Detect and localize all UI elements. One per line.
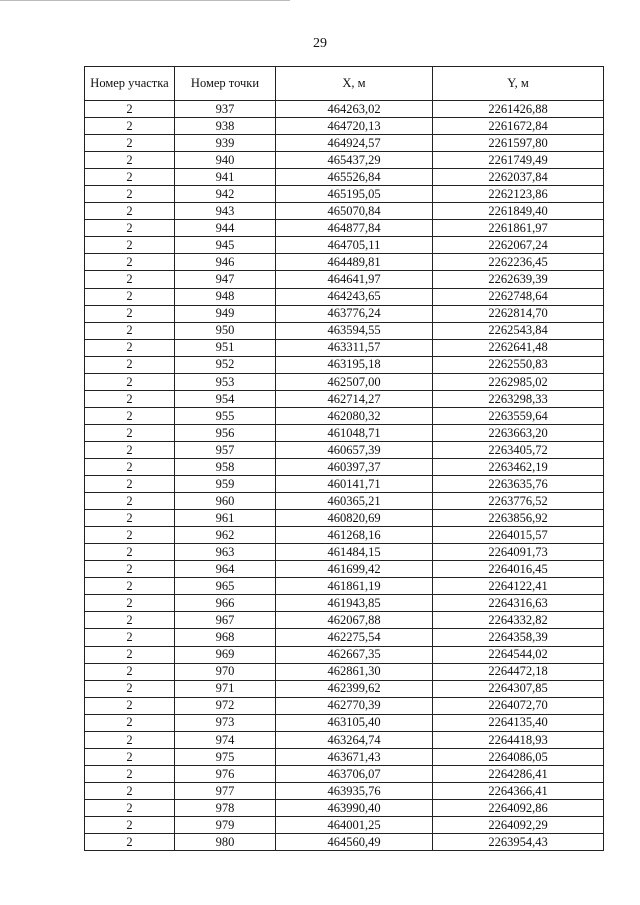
- cell-point-number: 941: [175, 169, 276, 186]
- table-row: [85, 561, 604, 578]
- cell-point-number: 974: [175, 731, 276, 748]
- cell-point-number: 966: [175, 595, 276, 612]
- cell-y-coordinate: 2262550,83: [433, 356, 604, 373]
- cell-y-coordinate: 2263776,52: [433, 493, 604, 510]
- cell-point-number: 944: [175, 220, 276, 237]
- table-row: [85, 646, 604, 663]
- table-row: [85, 186, 604, 203]
- cell-point-number: 969: [175, 646, 276, 663]
- cell-point-number: 940: [175, 152, 276, 169]
- cell-plot-number: 2: [85, 680, 175, 697]
- table-row: [85, 118, 604, 135]
- cell-y-coordinate: 2262814,70: [433, 305, 604, 322]
- table-row: [85, 663, 604, 680]
- cell-plot-number: 2: [85, 646, 175, 663]
- cell-point-number: 955: [175, 407, 276, 424]
- cell-x-coordinate: 461699,42: [276, 561, 433, 578]
- cell-y-coordinate: 2264016,45: [433, 561, 604, 578]
- cell-plot-number: 2: [85, 220, 175, 237]
- table-row: [85, 203, 604, 220]
- cell-point-number: 975: [175, 748, 276, 765]
- cell-x-coordinate: 460397,37: [276, 458, 433, 475]
- cell-x-coordinate: 464705,11: [276, 237, 433, 254]
- cell-y-coordinate: 2264086,05: [433, 748, 604, 765]
- cell-plot-number: 2: [85, 101, 175, 118]
- cell-y-coordinate: 2262236,45: [433, 254, 604, 271]
- cell-x-coordinate: 462861,30: [276, 663, 433, 680]
- table-row: [85, 493, 604, 510]
- cell-x-coordinate: 464924,57: [276, 135, 433, 152]
- cell-y-coordinate: 2261672,84: [433, 118, 604, 135]
- cell-y-coordinate: 2263663,20: [433, 424, 604, 441]
- cell-y-coordinate: 2264316,63: [433, 595, 604, 612]
- cell-y-coordinate: 2261849,40: [433, 203, 604, 220]
- table-row: [85, 407, 604, 424]
- cell-x-coordinate: 461484,15: [276, 544, 433, 561]
- cell-y-coordinate: 2262748,64: [433, 288, 604, 305]
- cell-x-coordinate: 460365,21: [276, 493, 433, 510]
- cell-plot-number: 2: [85, 271, 175, 288]
- table-row: [85, 169, 604, 186]
- table-row: [85, 305, 604, 322]
- cell-y-coordinate: 2264072,70: [433, 697, 604, 714]
- table-row: [85, 629, 604, 646]
- cell-point-number: 960: [175, 493, 276, 510]
- cell-y-coordinate: 2264332,82: [433, 612, 604, 629]
- cell-point-number: 976: [175, 765, 276, 782]
- table-row: [85, 373, 604, 390]
- cell-x-coordinate: 462714,27: [276, 390, 433, 407]
- cell-point-number: 972: [175, 697, 276, 714]
- cell-plot-number: 2: [85, 186, 175, 203]
- table-row: [85, 101, 604, 118]
- cell-plot-number: 2: [85, 834, 175, 851]
- cell-point-number: 946: [175, 254, 276, 271]
- table-row: [85, 254, 604, 271]
- table-row: [85, 578, 604, 595]
- cell-point-number: 963: [175, 544, 276, 561]
- cell-point-number: 943: [175, 203, 276, 220]
- cell-plot-number: 2: [85, 510, 175, 527]
- cell-point-number: 959: [175, 476, 276, 493]
- cell-plot-number: 2: [85, 595, 175, 612]
- cell-point-number: 977: [175, 782, 276, 799]
- cell-point-number: 968: [175, 629, 276, 646]
- cell-y-coordinate: 2262123,86: [433, 186, 604, 203]
- table-row: [85, 834, 604, 851]
- cell-y-coordinate: 2264358,39: [433, 629, 604, 646]
- cell-x-coordinate: 462080,32: [276, 407, 433, 424]
- cell-plot-number: 2: [85, 373, 175, 390]
- cell-y-coordinate: 2263462,19: [433, 458, 604, 475]
- cell-plot-number: 2: [85, 390, 175, 407]
- cell-point-number: 979: [175, 816, 276, 833]
- table-row: [85, 339, 604, 356]
- cell-y-coordinate: 2261861,97: [433, 220, 604, 237]
- table-row: [85, 697, 604, 714]
- cell-plot-number: 2: [85, 731, 175, 748]
- cell-point-number: 945: [175, 237, 276, 254]
- cell-y-coordinate: 2264366,41: [433, 782, 604, 799]
- cell-plot-number: 2: [85, 322, 175, 339]
- table-row: [85, 510, 604, 527]
- cell-plot-number: 2: [85, 152, 175, 169]
- cell-x-coordinate: 462507,00: [276, 373, 433, 390]
- cell-plot-number: 2: [85, 424, 175, 441]
- cell-y-coordinate: 2264122,41: [433, 578, 604, 595]
- cell-point-number: 958: [175, 458, 276, 475]
- cell-plot-number: 2: [85, 305, 175, 322]
- cell-x-coordinate: 460657,39: [276, 441, 433, 458]
- cell-plot-number: 2: [85, 782, 175, 799]
- cell-x-coordinate: 463706,07: [276, 765, 433, 782]
- table-row: [85, 816, 604, 833]
- table-row: [85, 527, 604, 544]
- cell-point-number: 953: [175, 373, 276, 390]
- table-row: [85, 476, 604, 493]
- cell-plot-number: 2: [85, 441, 175, 458]
- cell-plot-number: 2: [85, 254, 175, 271]
- cell-x-coordinate: 463195,18: [276, 356, 433, 373]
- cell-x-coordinate: 465070,84: [276, 203, 433, 220]
- cell-y-coordinate: 2264472,18: [433, 663, 604, 680]
- cell-y-coordinate: 2264091,73: [433, 544, 604, 561]
- cell-x-coordinate: 462067,88: [276, 612, 433, 629]
- cell-plot-number: 2: [85, 663, 175, 680]
- table-row: [85, 220, 604, 237]
- cell-point-number: 942: [175, 186, 276, 203]
- cell-plot-number: 2: [85, 339, 175, 356]
- cell-y-coordinate: 2261597,80: [433, 135, 604, 152]
- cell-y-coordinate: 2263559,64: [433, 407, 604, 424]
- cell-y-coordinate: 2262037,84: [433, 169, 604, 186]
- table-row: [85, 237, 604, 254]
- cell-x-coordinate: 460820,69: [276, 510, 433, 527]
- cell-point-number: 948: [175, 288, 276, 305]
- table-row: [85, 271, 604, 288]
- cell-point-number: 938: [175, 118, 276, 135]
- table-row: [85, 782, 604, 799]
- cell-y-coordinate: 2261749,49: [433, 152, 604, 169]
- table-row: [85, 135, 604, 152]
- cell-plot-number: 2: [85, 476, 175, 493]
- cell-x-coordinate: 464263,02: [276, 101, 433, 118]
- cell-x-coordinate: 464489,81: [276, 254, 433, 271]
- cell-plot-number: 2: [85, 169, 175, 186]
- cell-point-number: 947: [175, 271, 276, 288]
- cell-x-coordinate: 463990,40: [276, 799, 433, 816]
- cell-x-coordinate: 463105,40: [276, 714, 433, 731]
- cell-y-coordinate: 2264418,93: [433, 731, 604, 748]
- cell-x-coordinate: 463671,43: [276, 748, 433, 765]
- cell-point-number: 949: [175, 305, 276, 322]
- cell-y-coordinate: 2263954,43: [433, 834, 604, 851]
- cell-plot-number: 2: [85, 629, 175, 646]
- cell-x-coordinate: 465437,29: [276, 152, 433, 169]
- cell-plot-number: 2: [85, 527, 175, 544]
- cell-point-number: 970: [175, 663, 276, 680]
- cell-plot-number: 2: [85, 765, 175, 782]
- cell-x-coordinate: 463935,76: [276, 782, 433, 799]
- cell-point-number: 973: [175, 714, 276, 731]
- table-row: [85, 544, 604, 561]
- cell-y-coordinate: 2263405,72: [433, 441, 604, 458]
- cell-x-coordinate: 461861,19: [276, 578, 433, 595]
- cell-y-coordinate: 2264135,40: [433, 714, 604, 731]
- cell-x-coordinate: 464243,65: [276, 288, 433, 305]
- cell-x-coordinate: 463264,74: [276, 731, 433, 748]
- cell-y-coordinate: 2264286,41: [433, 765, 604, 782]
- cell-y-coordinate: 2262067,24: [433, 237, 604, 254]
- cell-plot-number: 2: [85, 561, 175, 578]
- cell-point-number: 965: [175, 578, 276, 595]
- cell-y-coordinate: 2263298,33: [433, 390, 604, 407]
- cell-point-number: 954: [175, 390, 276, 407]
- table-row: [85, 748, 604, 765]
- header-x-coordinate: X, м: [276, 67, 433, 101]
- table-row: [85, 680, 604, 697]
- cell-plot-number: 2: [85, 118, 175, 135]
- cell-x-coordinate: 463776,24: [276, 305, 433, 322]
- table-body: [85, 101, 604, 851]
- cell-x-coordinate: 462770,39: [276, 697, 433, 714]
- table-row: [85, 356, 604, 373]
- page-number: 29: [313, 36, 327, 51]
- cell-y-coordinate: 2262543,84: [433, 322, 604, 339]
- cell-plot-number: 2: [85, 288, 175, 305]
- cell-point-number: 971: [175, 680, 276, 697]
- table-row: [85, 322, 604, 339]
- cell-point-number: 967: [175, 612, 276, 629]
- cell-y-coordinate: 2262641,48: [433, 339, 604, 356]
- table-row: [85, 441, 604, 458]
- header-point-number: Номер точки: [175, 67, 276, 101]
- cell-y-coordinate: 2264092,86: [433, 799, 604, 816]
- table-row: [85, 765, 604, 782]
- cell-x-coordinate: 464641,97: [276, 271, 433, 288]
- cell-x-coordinate: 462399,62: [276, 680, 433, 697]
- cell-point-number: 937: [175, 101, 276, 118]
- cell-point-number: 962: [175, 527, 276, 544]
- cell-x-coordinate: 460141,71: [276, 476, 433, 493]
- cell-point-number: 964: [175, 561, 276, 578]
- cell-y-coordinate: 2261426,88: [433, 101, 604, 118]
- cell-x-coordinate: 462667,35: [276, 646, 433, 663]
- cell-x-coordinate: 461048,71: [276, 424, 433, 441]
- table-row: [85, 595, 604, 612]
- cell-x-coordinate: 465195,05: [276, 186, 433, 203]
- table-row: [85, 799, 604, 816]
- table-header-row: [85, 67, 604, 101]
- cell-y-coordinate: 2264307,85: [433, 680, 604, 697]
- cell-y-coordinate: 2262985,02: [433, 373, 604, 390]
- cell-point-number: 980: [175, 834, 276, 851]
- table-row: [85, 288, 604, 305]
- header-y-coordinate: Y, м: [433, 67, 604, 101]
- cell-plot-number: 2: [85, 714, 175, 731]
- cell-x-coordinate: 464720,13: [276, 118, 433, 135]
- cell-y-coordinate: 2262639,39: [433, 271, 604, 288]
- table-row: [85, 612, 604, 629]
- cell-x-coordinate: 463594,55: [276, 322, 433, 339]
- cell-plot-number: 2: [85, 135, 175, 152]
- cell-point-number: 957: [175, 441, 276, 458]
- cell-plot-number: 2: [85, 237, 175, 254]
- cell-plot-number: 2: [85, 578, 175, 595]
- cell-plot-number: 2: [85, 748, 175, 765]
- cell-y-coordinate: 2263635,76: [433, 476, 604, 493]
- cell-plot-number: 2: [85, 356, 175, 373]
- cell-x-coordinate: 461943,85: [276, 595, 433, 612]
- header-plot-number: Номер участка: [85, 67, 175, 101]
- cell-x-coordinate: 463311,57: [276, 339, 433, 356]
- cell-plot-number: 2: [85, 612, 175, 629]
- cell-x-coordinate: 465526,84: [276, 169, 433, 186]
- cell-y-coordinate: 2264544,02: [433, 646, 604, 663]
- cell-point-number: 951: [175, 339, 276, 356]
- cell-plot-number: 2: [85, 697, 175, 714]
- cell-plot-number: 2: [85, 458, 175, 475]
- cell-plot-number: 2: [85, 816, 175, 833]
- cell-plot-number: 2: [85, 544, 175, 561]
- cell-point-number: 952: [175, 356, 276, 373]
- cell-plot-number: 2: [85, 493, 175, 510]
- cell-x-coordinate: 461268,16: [276, 527, 433, 544]
- table-row: [85, 458, 604, 475]
- top-rule: [0, 0, 290, 1]
- table-row: [85, 714, 604, 731]
- cell-plot-number: 2: [85, 799, 175, 816]
- cell-plot-number: 2: [85, 407, 175, 424]
- table-row: [85, 424, 604, 441]
- cell-x-coordinate: 462275,54: [276, 629, 433, 646]
- cell-point-number: 961: [175, 510, 276, 527]
- cell-point-number: 939: [175, 135, 276, 152]
- table-row: [85, 731, 604, 748]
- coordinates-table: [84, 66, 604, 851]
- cell-point-number: 950: [175, 322, 276, 339]
- table-row: [85, 390, 604, 407]
- cell-point-number: 956: [175, 424, 276, 441]
- cell-x-coordinate: 464001,25: [276, 816, 433, 833]
- cell-x-coordinate: 464877,84: [276, 220, 433, 237]
- cell-y-coordinate: 2264092,29: [433, 816, 604, 833]
- cell-y-coordinate: 2263856,92: [433, 510, 604, 527]
- cell-point-number: 978: [175, 799, 276, 816]
- cell-y-coordinate: 2264015,57: [433, 527, 604, 544]
- cell-x-coordinate: 464560,49: [276, 834, 433, 851]
- cell-plot-number: 2: [85, 203, 175, 220]
- table-row: [85, 152, 604, 169]
